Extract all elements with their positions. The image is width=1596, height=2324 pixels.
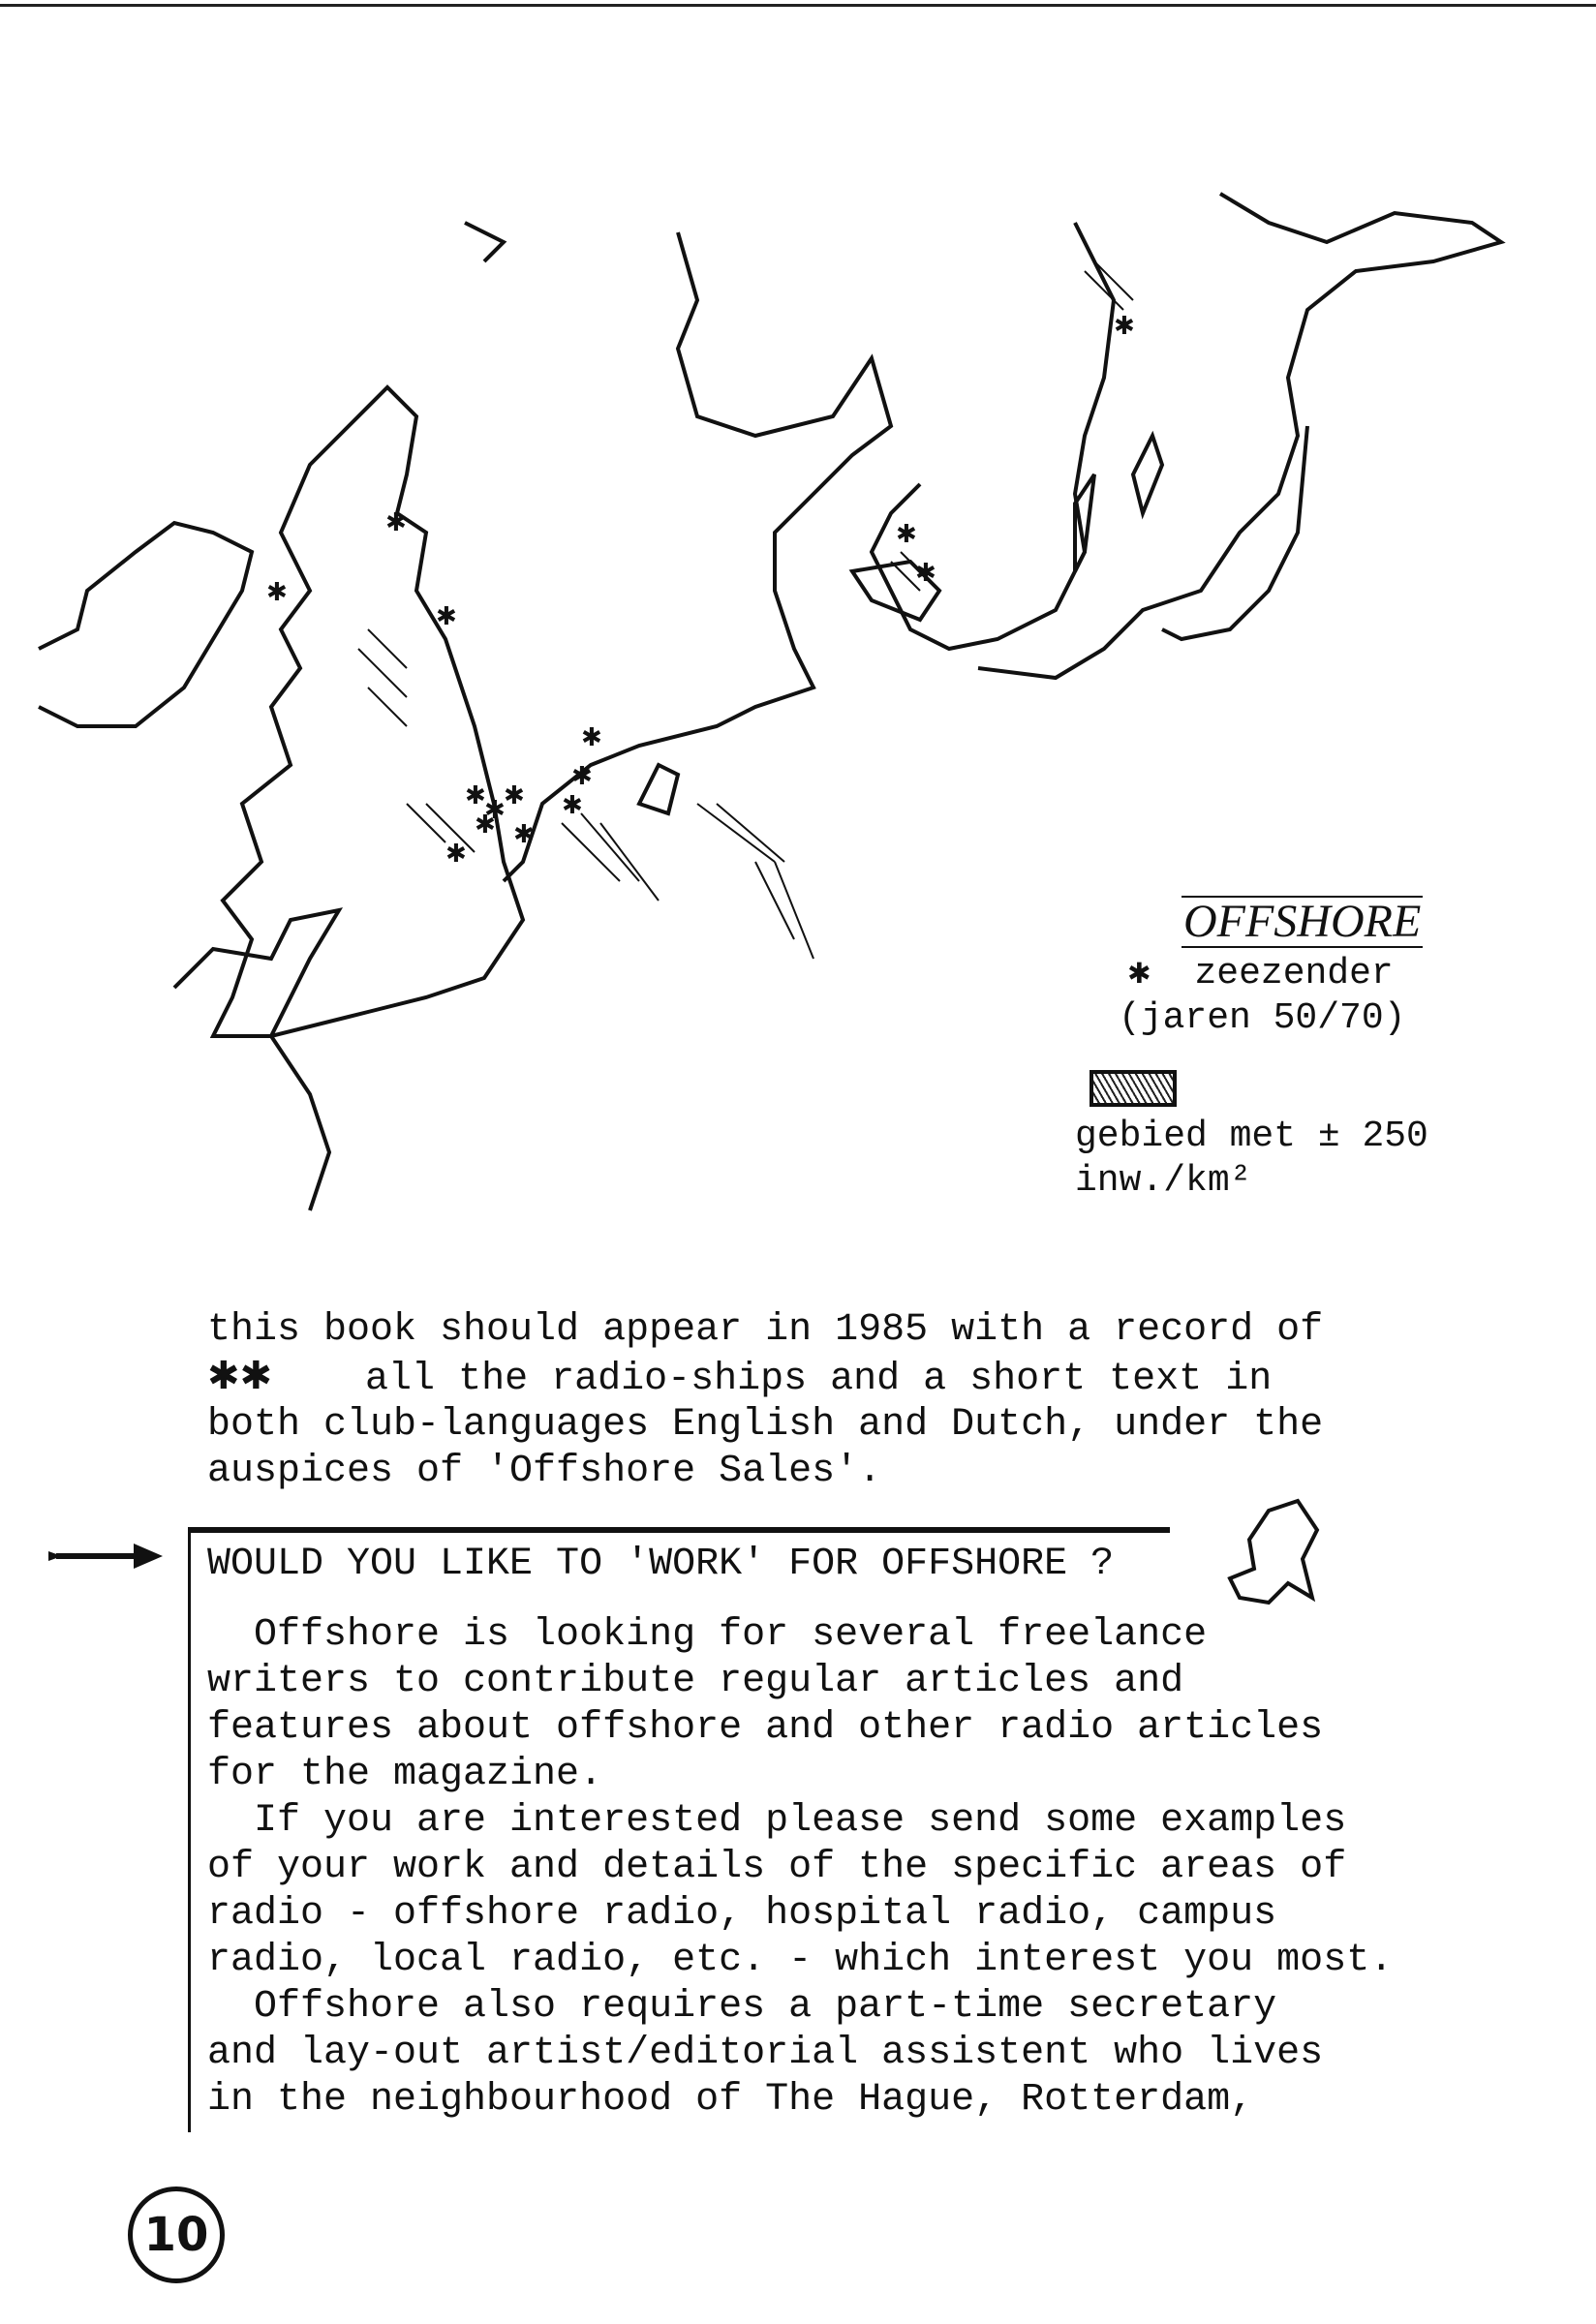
- svg-text:✱: ✱: [1114, 312, 1135, 341]
- svg-text:✱: ✱: [571, 762, 593, 791]
- arrow-icon: [48, 1542, 165, 1571]
- legend-area-line1: gebied met ± 250: [1075, 1116, 1428, 1157]
- svg-text:✱: ✱: [562, 791, 583, 820]
- page-number: 10: [128, 2186, 225, 2283]
- svg-text:✱: ✱: [436, 602, 457, 631]
- svg-text:✱: ✱: [465, 781, 486, 810]
- top-rule: [0, 4, 1596, 7]
- density-hatching: [358, 261, 1133, 959]
- svg-text:✱: ✱: [896, 520, 917, 549]
- intro-paragraph: [207, 1307, 1323, 1494]
- netherlands-figure-icon: [1211, 1491, 1327, 1617]
- body-line: Offshore also requires a part-time secretary: [207, 1985, 1277, 2029]
- box-left-rule: [188, 1527, 191, 2132]
- svg-text:✱: ✱: [385, 508, 407, 537]
- body-line: in the neighbourhood of The Hague, Rotterdam,: [207, 2078, 1254, 2122]
- body-line: and lay-out artist/editorial assistent who lives: [207, 2032, 1324, 2075]
- recruitment-heading: WOULD YOU LIKE TO 'WORK' FOR OFFSHORE ?: [207, 1543, 1115, 1586]
- intro-line: both club-languages English and Dutch, under the: [207, 1403, 1324, 1447]
- intro-line: auspices of 'Offshore Sales'.: [207, 1449, 882, 1493]
- legend-symbol-label: ✱ zeezender: [1128, 953, 1394, 994]
- svg-text:✱: ✱: [475, 810, 496, 840]
- body-line: radio - offshore radio, hospital radio, campus: [207, 1892, 1277, 1936]
- svg-text:✱: ✱: [513, 820, 535, 849]
- body-line: writers to contribute regular articles and: [207, 1660, 1184, 1703]
- north-sea-map: [19, 184, 1530, 1249]
- intro-line: this book should appear in 1985 with a record of: [207, 1308, 1324, 1352]
- intro-line: all the radio-ships and a short text in: [365, 1357, 1273, 1401]
- map-coastlines: [39, 194, 1501, 1210]
- legend-title: OFFSHORE: [1183, 896, 1422, 947]
- recruitment-body: [207, 1612, 1393, 2124]
- svg-text:✱: ✱: [266, 578, 288, 607]
- legend-area-line2: inw./km²: [1075, 1160, 1252, 1202]
- body-line: features about offshore and other radio articles: [207, 1706, 1324, 1750]
- svg-text:✱: ✱: [915, 559, 936, 588]
- legend-hatch-swatch: [1090, 1070, 1177, 1107]
- body-line: for the magazine.: [207, 1753, 603, 1796]
- svg-text:✱: ✱: [484, 796, 506, 825]
- body-line: Offshore is looking for several freelance: [207, 1613, 1208, 1657]
- body-line: radio, local radio, etc. - which interest you most.: [207, 1939, 1394, 1982]
- svg-text:✱: ✱: [581, 723, 602, 752]
- body-line: If you are interested please send some examples: [207, 1799, 1347, 1843]
- svg-text:✱: ✱: [445, 840, 467, 869]
- legend-years: (jaren 50/70): [1119, 997, 1406, 1039]
- double-asterisk-marker: ✱✱: [207, 1353, 273, 1398]
- box-top-rule: [190, 1527, 1170, 1533]
- svg-text:✱: ✱: [504, 781, 525, 810]
- body-line: of your work and details of the specific areas of: [207, 1846, 1347, 1889]
